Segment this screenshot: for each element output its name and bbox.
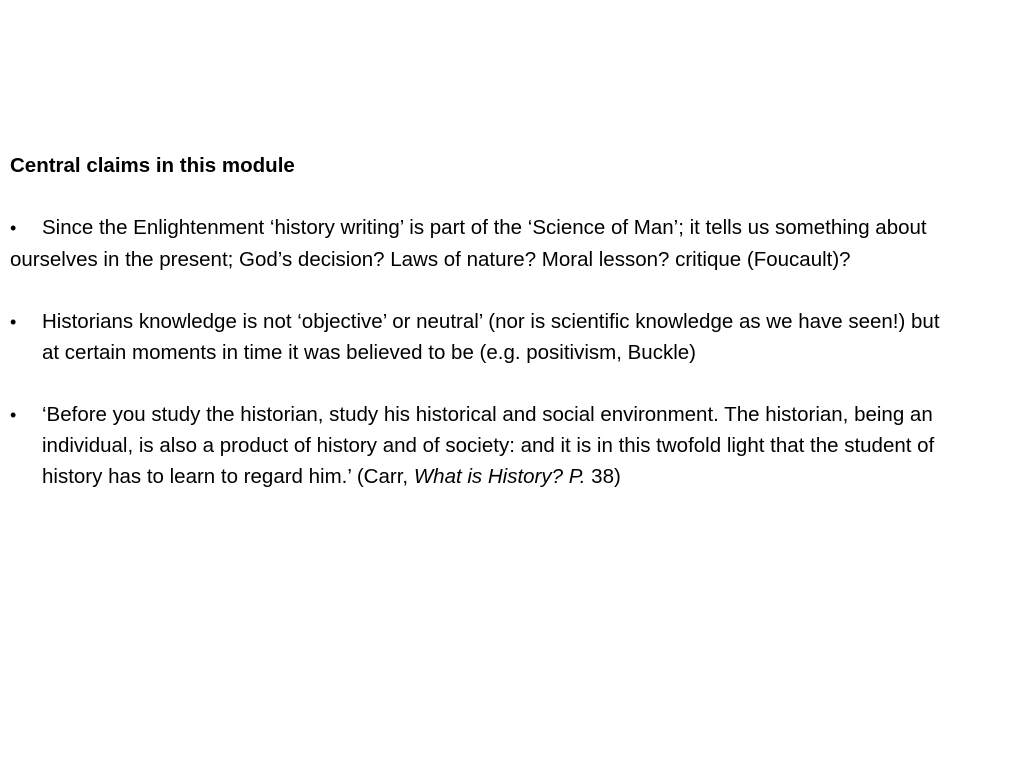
bullet-icon: •: [10, 405, 17, 425]
spacer: [10, 275, 950, 306]
bullet-item-3: [10, 399, 950, 492]
citation-title: What is History? P.: [413, 465, 586, 488]
spacer: [10, 368, 950, 399]
bullet-item-1: [10, 212, 950, 275]
spacer: [10, 181, 950, 212]
bullet-text-2: Historians knowledge is not ‘objective’ or neutral’ (nor is scientific knowledge as we have seen!) but at certain moments in time it was believed to be (e.g. positivism, Buckle): [42, 310, 940, 364]
bullet-icon: •: [10, 312, 17, 332]
bullet-text-1: Since the Enlightenment ‘history writing’ is part of the ‘Science of Man’; it tells us something about ourselves in the present; God’s decision? Laws of nature? Moral lesson? critique (Foucault)?: [10, 216, 927, 271]
bullet-item-2: [10, 306, 950, 368]
slide-heading: Central claims in this module: [10, 154, 295, 177]
citation-page: 38): [585, 465, 621, 488]
bullet-text-3: ‘Before you study the historian, study his historical and social environment. The historian, being an individual, is also a product of history and of society: and it is in this twofold light that the student of history has to learn to regard him.’ (Carr,: [42, 403, 935, 488]
slide-body: [10, 150, 950, 492]
bullet-icon: •: [10, 218, 17, 238]
